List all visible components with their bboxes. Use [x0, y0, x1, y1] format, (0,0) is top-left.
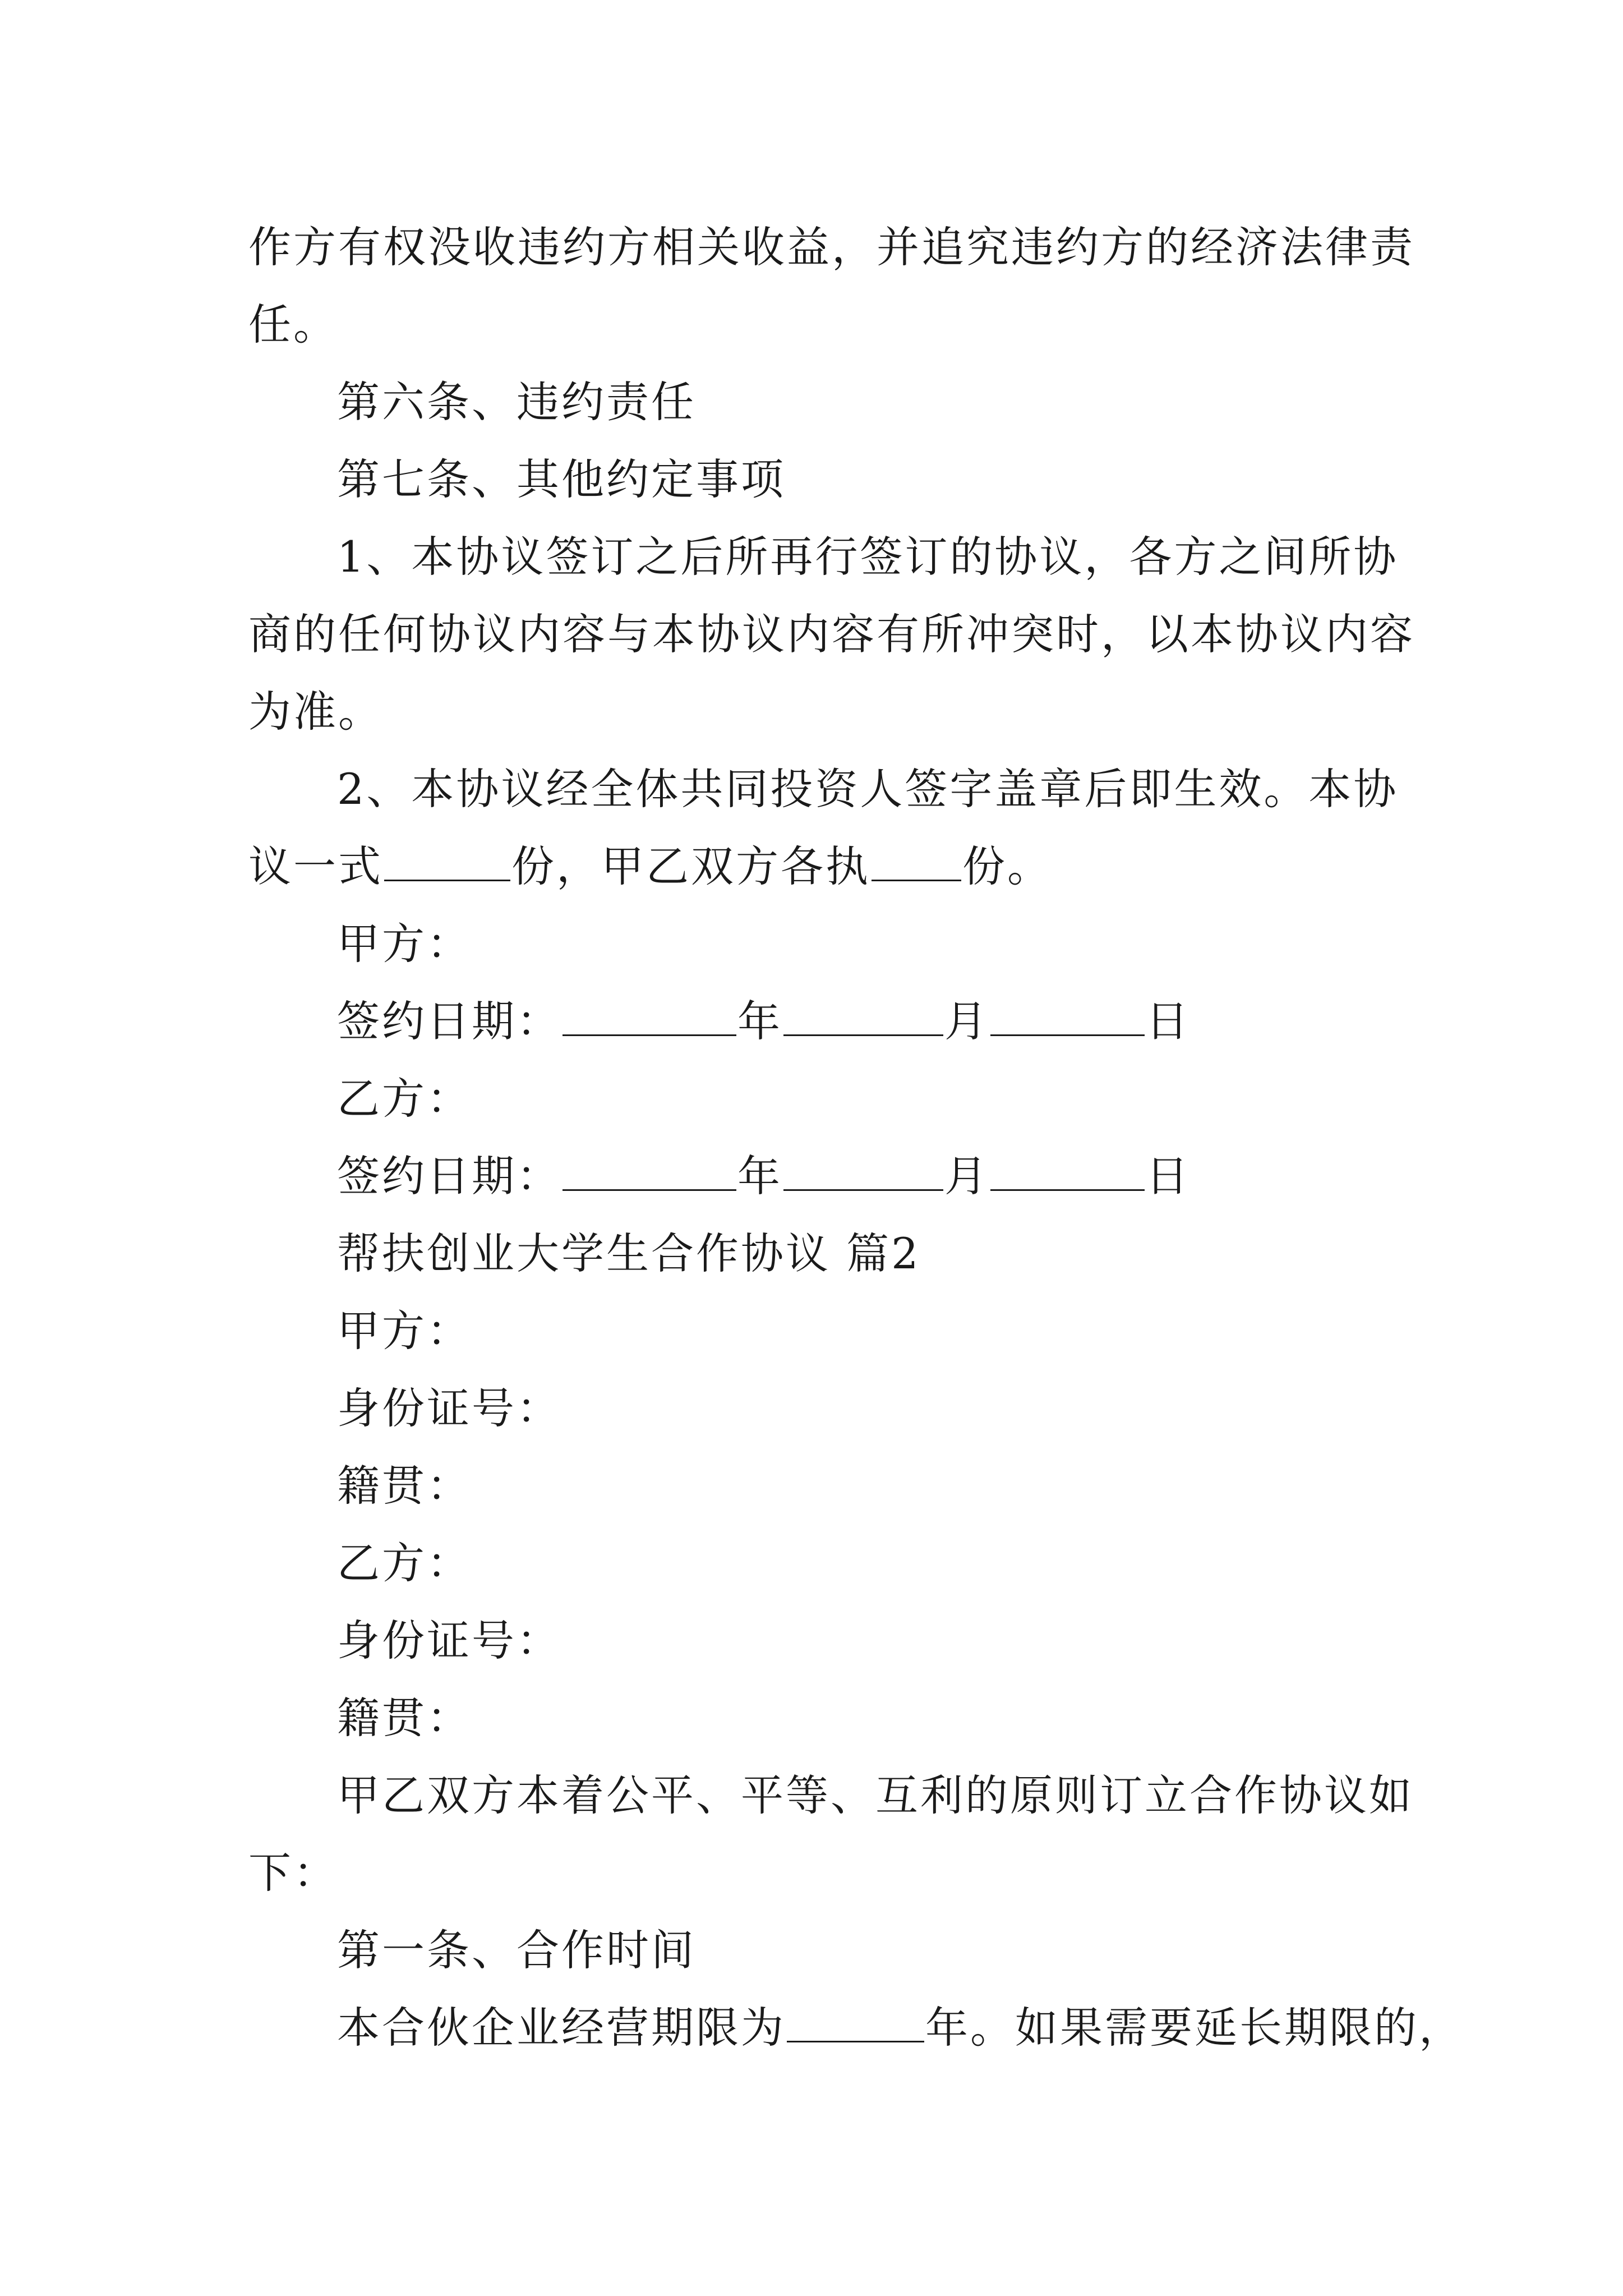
text-segment: 签约日期： [337, 1151, 561, 1201]
paragraph-line: 下： [248, 1848, 338, 1898]
text-segment: 年。如果需要延长期限的， [925, 2003, 1464, 2053]
text-segment: 签约日期： [337, 996, 561, 1046]
party-a-label: 甲方： [337, 1306, 472, 1356]
text-segment: 本合伙企业经营期限为 [337, 2003, 786, 2053]
text-segment: 月 [944, 996, 989, 1046]
signing-date-line [248, 983, 1381, 1060]
fill-in-blank [384, 840, 510, 881]
copies-line [248, 828, 1381, 905]
term-line [248, 1989, 1464, 2067]
signing-date-line [248, 1138, 1381, 1215]
party-b-label: 乙方： [337, 1074, 472, 1124]
id-number-label: 身份证号： [337, 1383, 561, 1433]
text-segment: 年 [737, 1151, 782, 1201]
paragraph-line: 1、本协议签订之后所再行签订的协议，各方之间所协 [337, 532, 1399, 582]
native-place-label: 籍贯： [337, 1693, 472, 1743]
text-segment: 议一式 [248, 841, 383, 891]
section-title: 帮扶创业大学生合作协议 篇2 [337, 1228, 921, 1278]
party-a-label: 甲方： [337, 919, 472, 969]
article-heading: 第一条、合作时间 [337, 1925, 696, 1975]
fill-in-blank [562, 995, 736, 1036]
party-b-label: 乙方： [337, 1538, 472, 1588]
article-heading: 第六条、违约责任 [337, 377, 696, 427]
fill-in-blank [872, 840, 961, 881]
paragraph-line: 为准。 [248, 687, 383, 737]
paragraph-line: 作方有权没收违约方相关收益，并追究违约方的经济法律责 [248, 222, 1415, 272]
fill-in-blank [990, 995, 1145, 1036]
fill-in-blank [783, 995, 943, 1036]
fill-in-blank [787, 2001, 924, 2042]
fill-in-blank [990, 1150, 1145, 1191]
text-segment: 份。 [962, 841, 1052, 891]
article-heading: 第七条、其他约定事项 [337, 454, 786, 504]
paragraph-line: 甲乙双方本着公平、平等、互利的原则订立合作协议如 [337, 1770, 1414, 1820]
text-segment: 日 [1146, 1151, 1191, 1201]
paragraph-line: 任。 [248, 300, 338, 349]
text-segment: 日 [1146, 996, 1191, 1046]
id-number-label: 身份证号： [337, 1616, 561, 1665]
text-segment: 年 [737, 996, 782, 1046]
text-segment: 月 [944, 1151, 989, 1201]
paragraph-line: 2、本协议经全体共同投资人签字盖章后即生效。本协 [337, 764, 1399, 814]
document-body [248, 209, 1464, 2067]
fill-in-blank [783, 1150, 943, 1191]
native-place-label: 籍贯： [337, 1461, 472, 1511]
paragraph-line: 商的任何协议内容与本协议内容有所冲突时，以本协议内容 [248, 609, 1415, 659]
text-segment: 份，甲乙双方各执 [511, 841, 870, 891]
fill-in-blank [562, 1150, 736, 1191]
